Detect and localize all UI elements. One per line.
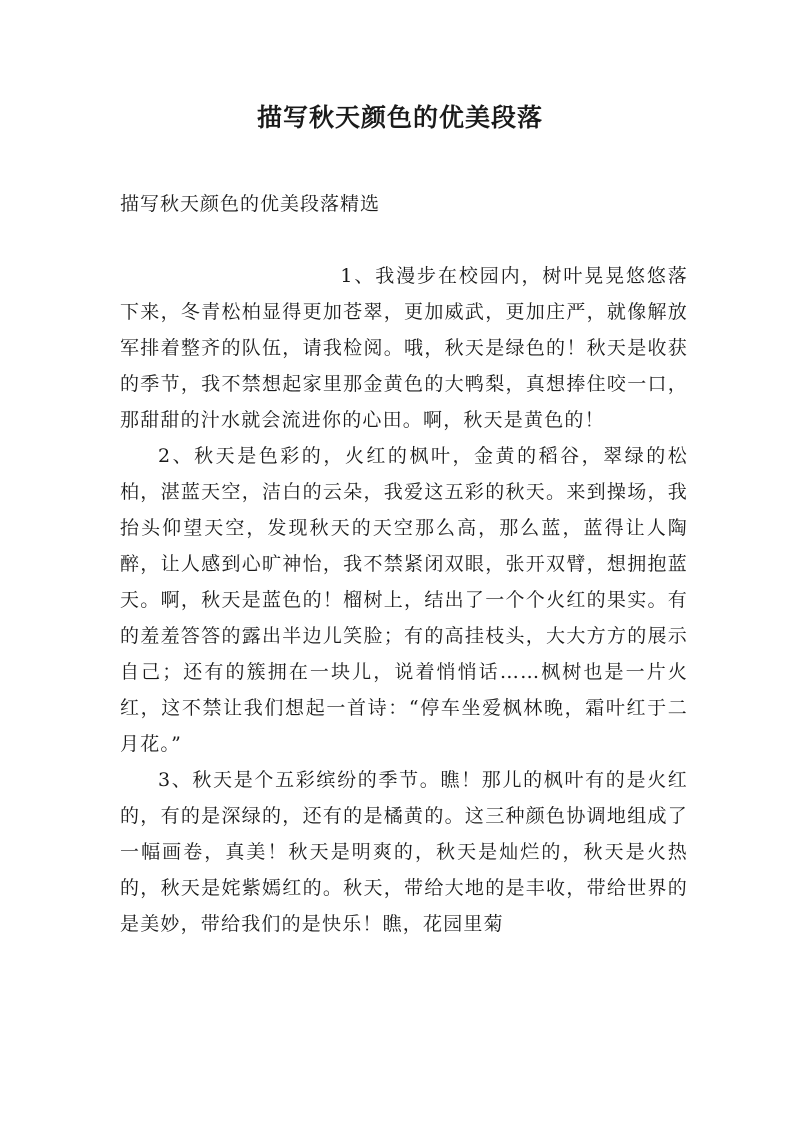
document-body xyxy=(120,258,688,942)
document-subtitle: 描写秋天颜色的优美段落精选 xyxy=(120,193,381,215)
paragraph-2: 2、秋天是色彩的，火红的枫叶，金黄的稻谷，翠绿的松柏，湛蓝天空，洁白的云朵，我爱这五彩的秋天。来到操场，我抬头仰望天空，发现秋天的天空那么高，那么蓝，蓝得让人陶醉，让人感到心旷神怡，我不禁紧闭双眼，张开双臂，想拥抱蓝天。啊，秋天是蓝色的！榴树上，结出了一个个火红的果实。有的羞羞答答的露出半边儿笑脸；有的高挂枝头，大大方方的展示自己；还有的簇拥在一块儿，说着悄悄话……枫树也是一片火红，这不禁让我们想起一首诗：“停车坐爱枫林晚，霜叶红于二月花。” xyxy=(120,445,688,755)
paragraph-1: 1、我漫步在校园内，树叶晃晃悠悠落下来，冬青松柏显得更加苍翠，更加威武，更加庄严，就像解放军排着整齐的队伍，请我检阅。哦，秋天是绿色的！秋天是收获的季节，我不禁想起家里那金黄色的大鸭梨，真想捧住咬一口，那甜甜的汁水就会流进你的心田。啊，秋天是黄色的！ xyxy=(120,265,688,431)
document-title: 描写秋天颜色的优美段落 xyxy=(256,103,543,132)
paragraph-3: 3、秋天是个五彩缤纷的季节。瞧！那儿的枫叶有的是火红的，有的是深绿的，还有的是橘黄的。这三种颜色协调地组成了一幅画卷，真美！秋天是明爽的，秋天是灿烂的，秋天是火热的，秋天是姹紫嫣红的。秋天，带给大地的是丰收，带给世界的是美妙，带给我们的是快乐！瞧，花园里菊 xyxy=(120,769,688,935)
